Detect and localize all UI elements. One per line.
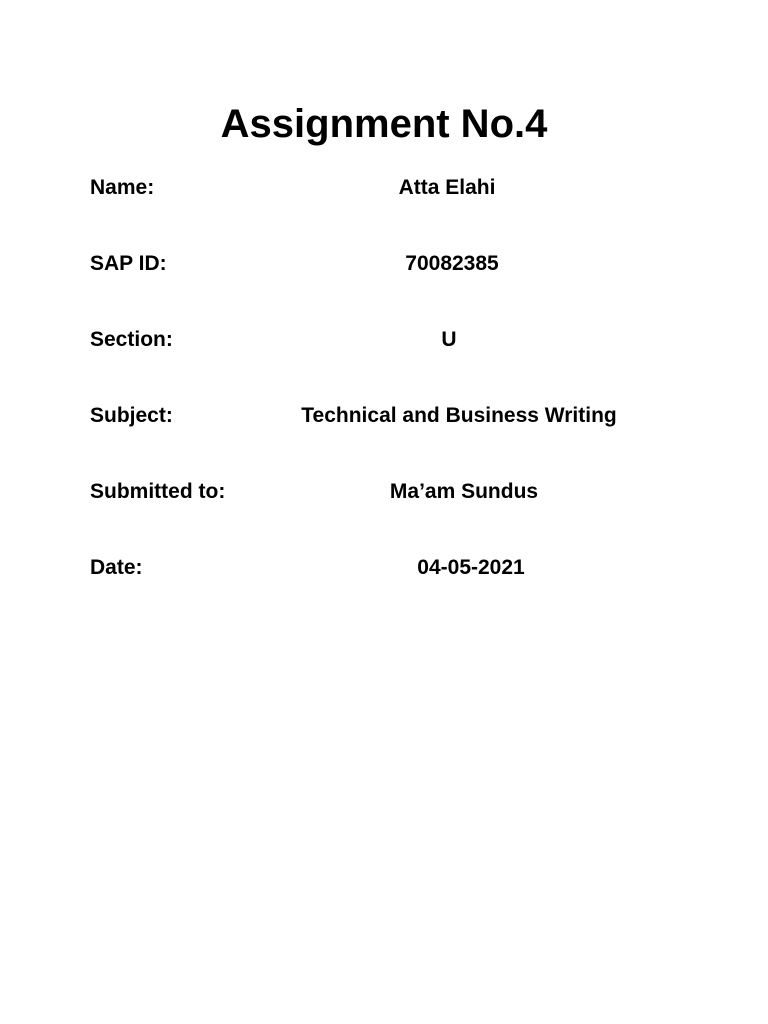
- section-label: Section:: [90, 328, 173, 351]
- sap-id-label: SAP ID:: [90, 252, 167, 275]
- name-value: Atta Elahi: [398, 176, 496, 199]
- date-label: Date:: [90, 556, 143, 579]
- submitted-to-value: Ma’am Sundus: [389, 480, 539, 503]
- submitted-to-label: Submitted to:: [90, 480, 226, 503]
- sap-id-value: 70082385: [405, 252, 499, 275]
- page-title: Assignment No.4: [220, 102, 548, 146]
- section-value: U: [441, 328, 457, 351]
- subject-value: Technical and Business Writing: [301, 404, 617, 427]
- name-label: Name:: [90, 176, 155, 199]
- date-value: 04-05-2021: [417, 556, 525, 579]
- subject-label: Subject:: [90, 404, 173, 427]
